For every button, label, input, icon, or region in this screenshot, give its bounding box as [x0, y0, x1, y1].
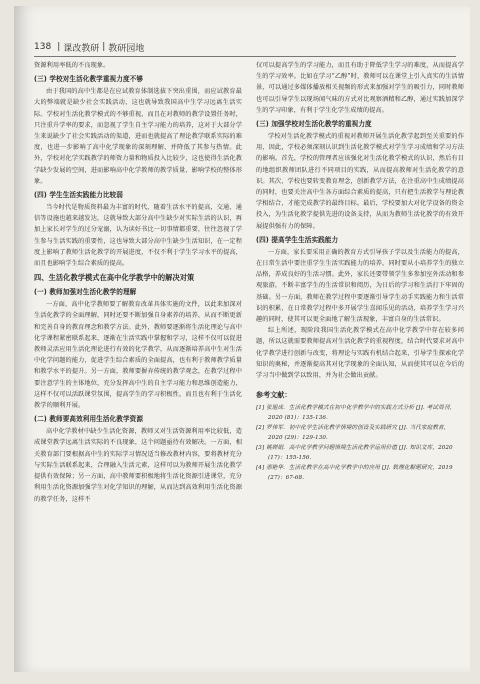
right-column-body [256, 60, 464, 381]
references-title: 参考文献： [256, 391, 292, 400]
subsection-heading: (三) 加强学校对生活化教学的重视力度 [256, 120, 372, 129]
reference-item: [2] 罗伟军．初中化学生活化教学情境的创设及实践研究 [J]. 当代家庭教育，2020 (29)：129-130. [256, 425, 450, 442]
subsection-heading: (二) 教师要高效利用生活化教学资源 [34, 415, 144, 424]
reference-item: [3] 姚婵娟．高中化学教学问题情境生活化教学运用价值 [J]. 知识文库，2020 (17)：155-156. [256, 445, 453, 462]
right-column [256, 60, 464, 483]
body-paragraph: 综上所述，现阶段我国生活化教学模式在高中化学教学中存在较多问题，所以这就需要教师提高对生活化教学的重视程度，结合时代要求对高中化学教学进行创新与改变，将理论与实践有机结合起来，引导学生探索化学知识的奥秘，并逐渐提高其对化学现象的全面认知，从而使其可以在今后的学习当中做到学以致用，并为社会做出贡献。 [256, 327, 464, 380]
subsection-heading: (三) 学校对生活化教学重视力度不够 [34, 75, 144, 84]
body-paragraph: 仅可以提高学生的学习能力，而且有助于降低学生学习的难度，从而提高学生的学习效率。比如在学习“乙醇”时，教师可以在课堂上引入真实的生活情景，可以通过多媒体播放相关视频的形式来加强对学生的吸引力，同时教师也可以引导学生以现场闻气味的方式对比观察酒精和乙醇，通过实践加深学生的学习印象，有利于学生化学生成绩的提高。 [256, 62, 464, 114]
header-subsection: 教研园地 [108, 43, 145, 54]
body-paragraph: 学校对生活化教学模式的重视对教师开展生活化教学起到至关重要的作用，因此，学校必须深刻认识到生活化教学模式对学生学习成绩和学习方法的影响。首先，学校的管理者应该强化对生活化教学模式的认识，然后有目的地组织教师团队进行不同项目的实践，从而提高教师对生活化教学的意识。其次，学校也要转变教育理念，创新教学方法，在注重高中生成绩提高的同时，也要关注高中生各方面综合素质的提高，只有把生活教学与理论教学相结合，才能完成教学的最终目标。最后，学校要加大对化学设备的资金投入，为生活化教学提供先进的设备支持，从而为教师生活化教学的有效开展提供强有力的保障。 [256, 133, 464, 230]
reference-item: [1] 张旭成．生活化教学模式在初中化学教学中的实践方式分析 [J]. 考试周刊，2020 (81)：135-136. [256, 405, 456, 422]
reference-item: [4] 邢艳华．生活化教学在高中化学教学中的应用 [J]. 数理化解题研究，2019 (27)：67-68. [256, 465, 453, 482]
subsection-heading: (四) 提高学生生活实践能力 [256, 235, 339, 244]
journal-page [14, 6, 470, 672]
subsection-heading: (四) 学生生活实践能力比较弱 [34, 191, 123, 200]
body-paragraph: 高中化学教材中缺少生活化资源，教师又对生活资源利用率比较低，造成课堂教学远离生活实际的不良现象，这个问题亟待有效解决。一方面，相关教育部门要根据高中生的实际学习情况适当修改教材内容，要将教材充分与实际生活联系起来，合理融入生活元素，这样可以为教师开展生活化教学提供有效保障；另一方面，高中教师要积极地将生活化资源引进课堂，充分利用生活化资源加强学生对化学知识的理解，从而达到高效利用生活化资源的教学任务，这样不 [34, 428, 242, 503]
subsection-heading: (一) 教师加强对生活化教学的理解 [34, 288, 137, 297]
body-paragraph: 资源利用率低的不良现象。 [34, 62, 110, 69]
left-column [34, 60, 242, 505]
body-paragraph: 由于我国的高中生都是在应试教育体制选拔下突出重围，而应试教育最大的弊端就是缺少社会实践活动，这也就导致我国高中生学习远离生活实际。学校对生活化教学模式的不够重视，而且在对教师的教学设置任务时，只注重升学率的要求，而忽视了学生自主学习能力的培养，这对于大部分学生来说缺少了社会实践活动的渠道，进而也就提高了理论教学联系实际的难度，也进一步影响了高中化学现象的深刻理解，并降低了其参与热情。此外，学校对化学实践教学的师资力量和物质投入比较少，这也使得生活化教学缺少发展的空间，进而影响高中化学教师的教学质量，影响学校的整体形象。 [34, 88, 242, 185]
body-paragraph: 一方面，高中化学教师要了解教育改革具体实施的文件，以此来加深对生活化教学的全面理解，同时还要不断加强自身素养的培养，从而不断更新和完善自身的教育理念和教学方法。此外，教师要逐渐将生活化理论与高中化学课程紧密联系起来，逐渐在生活实践中掌握和学习，这样不仅可以促进教师灵活应用生活化理论进行有效的化学教学，从而逐渐培养高中生对生活中化学问题的能力，促进学生综合素质的全面提高，也有利于教师教学质量和教学水平的提升。另一方面，教师要摒弃传统的教学观念，在教学过程中要注意学生的主体地位，充分发挥高中生的自主学习能力和思维创造能力，这样不仅可以活跃课堂氛围，提高学生的学习积极性，而且也有利于生活化教学的顺利开展。 [34, 301, 242, 410]
page-header [34, 39, 456, 55]
header-divider [34, 56, 456, 57]
page-number: 138 [34, 42, 52, 52]
header-section: 课改教研 [63, 43, 100, 54]
body-paragraph: 当今时代是物质资料最为丰富的时代，随着生活水平的提高，交通、通信等设施也越来越发达，这就导致大部分高中生缺少对实际生活的认识，再加上家长对学生的过分宠溺，认为读好书比一切事情都重要，往往忽视了学生参与生活实践的重要性，这也导致大部分高中生缺少生活知识，在一定程度上影响了教师生活化教学的开展进度，不仅不利于学生学习水平的提高，而且也影响学生综合素质的提高。 [34, 204, 242, 268]
references-list [256, 403, 464, 483]
body-paragraph: 一方面，家长要采用正确的教育方式引导孩子学以及生活能力的提高，在日常生活中要注重学生生活实践能力的培养，同时要从小培养学生的独立品格，养成良好的生活习惯。此外，家长还要带领学生多参加室外活动和参观旅游，不断丰富学生的生活常识和阅历，为日后的学习和生活打下牢固的基础。另一方面，教师在教学过程中要逐渐引导学生动手实践能力和生活常识的积累，在日常教学过程中多开展学生喜闻乐见的活动，培养学生学习兴趣的同时，使其可以更全面地了解生活现象，丰富自身的生活常识。 [256, 248, 464, 324]
header-separator-icon: | [102, 42, 106, 52]
section-heading: 四、生活化教学模式在高中化学教学中的解决对策 [34, 273, 195, 283]
header-separator-icon: | [57, 42, 61, 52]
